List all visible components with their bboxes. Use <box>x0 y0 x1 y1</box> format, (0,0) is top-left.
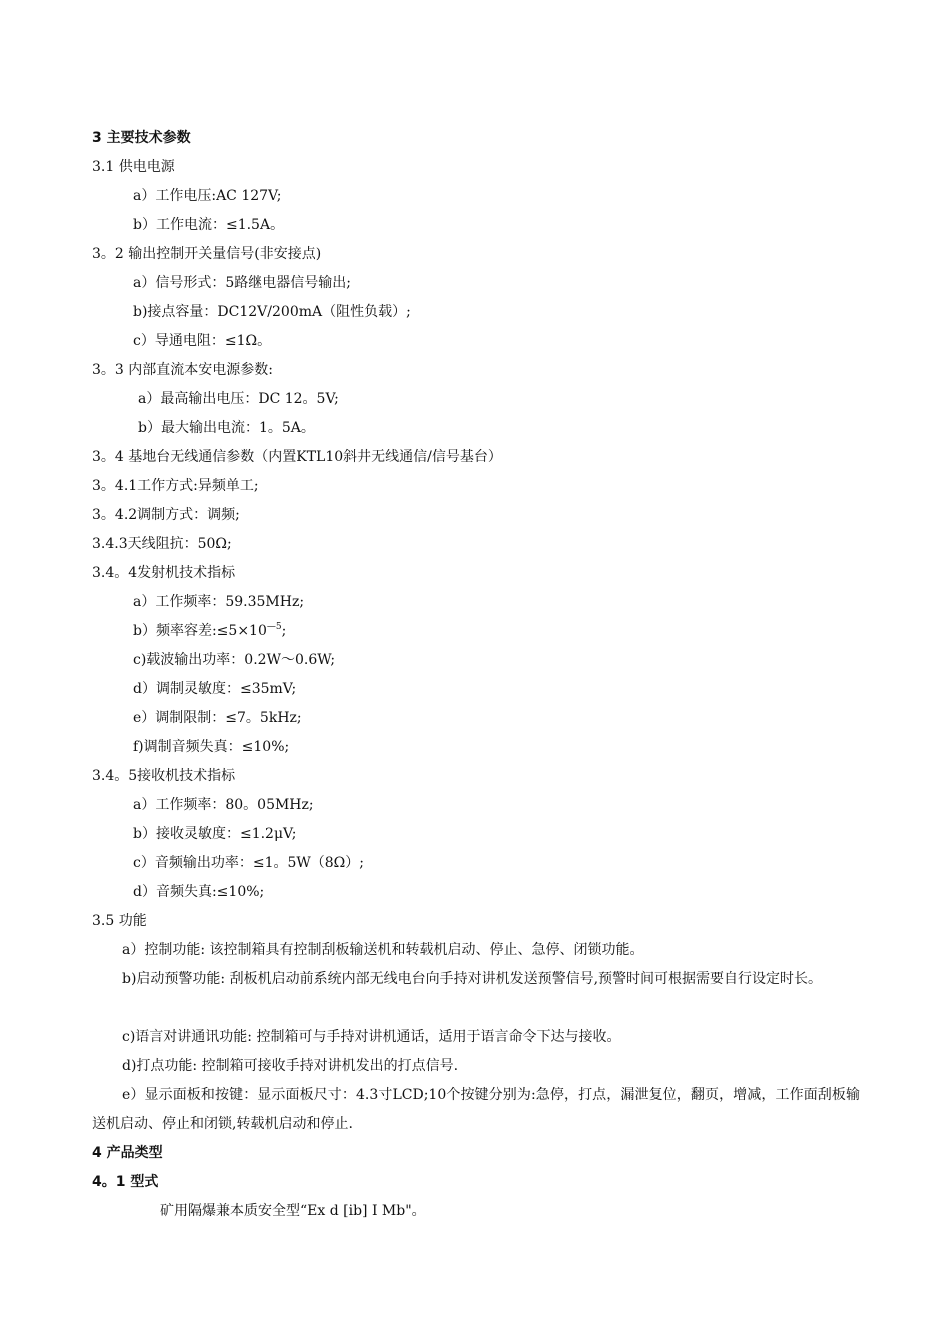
list-item: b）工作电流：≤1.5A。 <box>133 217 285 233</box>
list-item: a）信号形式：5路继电器信号输出; <box>133 275 351 291</box>
list-item: b）接收灵敏度：≤1.2μV; <box>133 826 297 842</box>
tolerance-text: b）频率容差:≤5×10 <box>133 623 267 639</box>
section-3-4-1: 3。4.1工作方式:异频单工; <box>92 478 259 494</box>
tolerance-exponent: —5 <box>266 622 282 632</box>
section-3-4-3: 3.4.3天线阻抗：50Ω; <box>92 536 232 552</box>
section-3-3-heading: 3。3 内部直流本安电源参数: <box>92 362 273 378</box>
list-item: b)接点容量：DC12V/200mA（阻性负载）; <box>133 304 411 320</box>
section-4-heading: 4 产品类型 <box>92 1145 163 1161</box>
function-item: d)打点功能: 控制箱可接收手持对讲机发出的打点信号. <box>122 1058 459 1074</box>
list-item: d）音频失真:≤10%; <box>133 884 265 900</box>
section-4-1-heading: 4。1 型式 <box>92 1174 159 1190</box>
section-3-4-2: 3。4.2调制方式：调频; <box>92 507 240 523</box>
type-description: 矿用隔爆兼本质安全型“Ex d [ib] I Mb"。 <box>160 1203 426 1219</box>
tolerance-suffix: ; <box>281 623 287 639</box>
function-item: a）控制功能: 该控制箱具有控制刮板输送机和转载机启动、停止、急停、闭锁功能。 <box>122 942 644 958</box>
list-item <box>133 622 903 640</box>
list-item: a）工作电压:AC 127V; <box>133 188 282 204</box>
section-3-4-5-heading: 3.4。5接收机技术指标 <box>92 768 236 784</box>
list-item: f)调制音频失真：≤10%; <box>133 739 290 755</box>
section-3-4-heading: 3。4 基地台无线通信参数（内置KTL10斜井无线通信/信号基台） <box>92 449 502 465</box>
list-item: a）最高输出电压：DC 12。5V; <box>138 391 339 407</box>
section-3-4-4-heading: 3.4。4发射机技术指标 <box>92 565 236 581</box>
list-item: e）调制限制：≤7。5kHz; <box>133 710 302 726</box>
function-item: c)语言对讲通讯功能: 控制箱可与手持对讲机通话，适用于语言命令下达与接收。 <box>122 1029 621 1045</box>
section-3-2-heading: 3。2 输出控制开关量信号(非安接点) <box>92 246 322 262</box>
list-item: b）最大输出电流：1。5A。 <box>138 420 315 436</box>
list-item: c）音频输出功率：≤1。5W（8Ω）; <box>133 855 365 871</box>
list-item: c)载波输出功率：0.2W～0.6W; <box>133 652 336 668</box>
list-item: c）导通电阻：≤1Ω。 <box>133 333 272 349</box>
section-3-1-heading: 3.1 供电电源 <box>92 159 175 175</box>
function-item: e）显示面板和按键：显示面板尺寸：4.3寸LCD;10个按键分别为:急停，打点，漏泄复位，翻页，增减，工作面刮板输送机启动、停止和闭锁,转载机启动和停止. <box>92 1087 860 1132</box>
section-3-heading: 3 主要技术参数 <box>92 130 191 146</box>
list-item: a）工作频率：80。05MHz; <box>133 797 314 813</box>
function-item: b)启动预警功能: 刮板机启动前系统内部无线电台向手持对讲机发送预警信号,预警时间可根据需要自行设定时长。 <box>122 971 823 987</box>
list-item: a）工作频率：59.35MHz; <box>133 594 305 610</box>
section-3-5-heading: 3.5 功能 <box>92 913 147 929</box>
list-item: d）调制灵敏度：≤35mV; <box>133 681 297 697</box>
